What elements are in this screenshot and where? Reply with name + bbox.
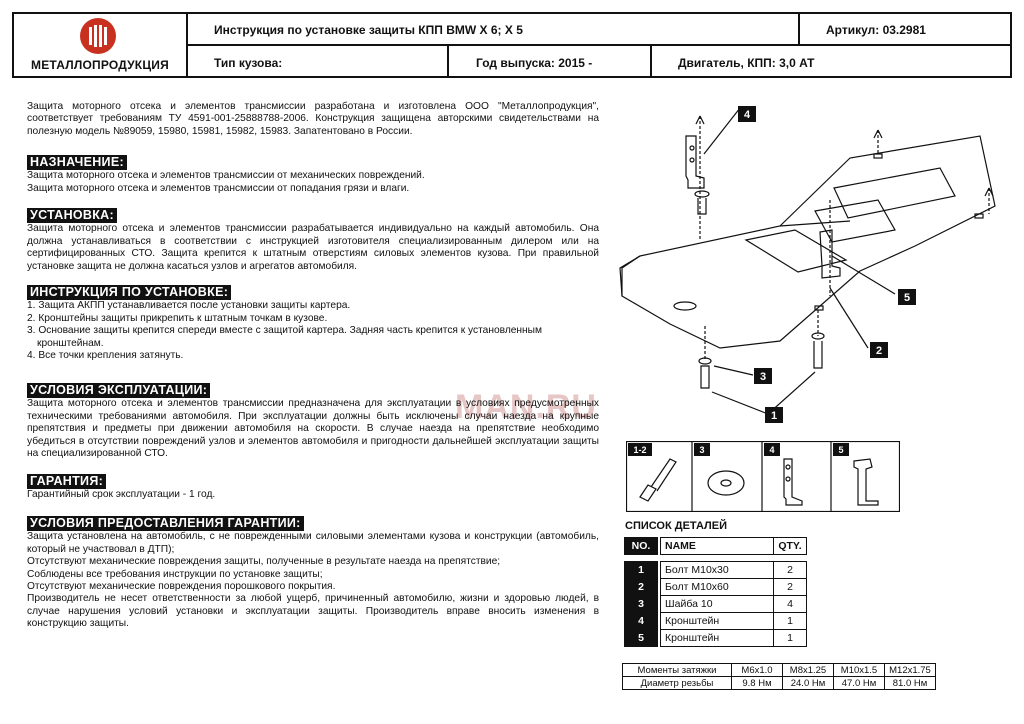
torque-cell: 9.8 Нм: [732, 677, 783, 690]
torque-cell: Диаметр резьбы: [623, 677, 732, 690]
intro-paragraph: [27, 101, 599, 138]
section-installation: [27, 208, 599, 273]
section-warranty: [27, 474, 599, 502]
table-row: [625, 630, 807, 647]
purpose-line: Защита моторного отсека и элементов трансмиссии от механических повреждений.: [27, 170, 425, 182]
instruction-step: 2. Кронштейны защиты прикрепить к штатным точкам в кузове.: [27, 312, 328, 324]
torque-row: [623, 664, 936, 677]
row-name: Кронштейн: [661, 630, 774, 647]
callout-2: 2: [875, 345, 883, 357]
col-no: NO.: [625, 538, 658, 555]
body-type: Тип кузова:: [214, 56, 283, 70]
watermark: MAN.RU: [455, 388, 597, 426]
row-qty: 2: [774, 579, 807, 596]
section-instructions: [27, 285, 599, 362]
torque-row: [623, 677, 936, 690]
instruction-step: 4. Все точки крепления затянуть.: [27, 350, 184, 362]
header-divider: [186, 44, 1012, 46]
parts-illustrations: [626, 441, 900, 512]
section-operation: [27, 383, 599, 460]
torque-cell: М8х1.25: [783, 664, 834, 677]
assembly-diagram: [610, 96, 1010, 428]
section-heading: УСТАНОВКА:: [27, 208, 117, 223]
torque-table: [622, 663, 936, 690]
tile-label: 1-2: [633, 445, 647, 455]
row-name: Болт М10х60: [661, 579, 774, 596]
section-heading: НАЗНАЧЕНИЕ:: [27, 155, 127, 170]
section-purpose: [27, 155, 599, 195]
release-year: Год выпуска: 2015 -: [476, 56, 593, 70]
instruction-step: кронштейнам.: [37, 337, 104, 349]
condition-line: Производитель не несет ответственности за любой ущерб, причиненный автомобилю, жизни и здоровью людей, в случае нарушения условий установки и эксплуатации защиты. Производитель вправе вносить изменения в конструкцию защиты.: [27, 593, 599, 630]
installation-text: Защита моторного отсека и элементов трансмиссии разрабатывается индивидуально на каждый автомобиль. Она должна устанавливаться в соответствии с инструкцией изготовителя специализированным дилером или на сертифицированных СТО. Защита крепится к штатным отверстиям силовых элементов кузова. При правильной установке защита не должна касаться узлов и агрегатов автомобиля.: [27, 223, 599, 272]
parts-table: [624, 537, 807, 647]
instruction-step: 3. Основание защиты крепится спереди вместе с защитой картера. Задняя часть крепится к установленным: [27, 325, 543, 337]
torque-cell: 81.0 Нм: [885, 677, 936, 690]
logo-emblem-icon: [80, 18, 116, 54]
tile-label: 4: [769, 445, 775, 455]
bracket-4: [686, 136, 704, 188]
row-qty: 2: [774, 562, 807, 579]
row-name: Кронштейн: [661, 613, 774, 630]
torque-cell: М12х1.75: [885, 664, 936, 677]
section-warranty-conditions: [27, 516, 599, 631]
section-heading: ГАРАНТИЯ:: [27, 474, 106, 489]
doc-title: Инструкция по установке защиты КПП BMW X 6; X 5: [214, 23, 523, 37]
row-no: 5: [625, 630, 658, 647]
table-row: [625, 562, 807, 579]
skid-plate-inner: [622, 256, 640, 296]
bracket-5-icon: [854, 459, 878, 505]
torque-cell: Моменты затяжки: [623, 664, 732, 677]
col-name: NAME: [661, 538, 774, 555]
warranty-text: Гарантийный срок эксплуатации - 1 год.: [27, 489, 216, 501]
row-no: 4: [625, 613, 658, 630]
cutout: [746, 230, 846, 272]
article-number: Артикул: 03.2981: [826, 23, 926, 37]
washer-icon: [708, 471, 744, 495]
header-frame: [12, 12, 1012, 78]
tile-label: 5: [838, 445, 844, 455]
callout-5: 5: [903, 292, 911, 304]
table-row: [625, 596, 807, 613]
condition-line: Защита установлена на автомобиль, с не поврежденными силовыми элементами кузова и конструкции (автомобиль, который не участвовал в ДТП);: [27, 531, 599, 555]
torque-cell: М10х1.5: [834, 664, 885, 677]
condition-line: Отсутствуют механические повреждения защиты, полученные в результате наезда на препятствие;: [27, 556, 501, 568]
callout-3: 3: [759, 371, 767, 383]
row-no: 2: [625, 579, 658, 596]
torque-cell: 24.0 Нм: [783, 677, 834, 690]
table-row: [625, 613, 807, 630]
header-vline: [650, 44, 652, 76]
row-no: 1: [625, 562, 658, 579]
section-heading: УСЛОВИЯ ПРЕДОСТАВЛЕНИЯ ГАРАНТИИ:: [27, 516, 304, 531]
torque-cell: М6х1.0: [732, 664, 783, 677]
row-qty: 1: [774, 613, 807, 630]
operation-text: Защита моторного отсека и элементов трансмиссии предназначена для эксплуатации в условиях предусмотренных техническими требованиями автомобиля. При эксплуатации должны быть исключены случаи наезда на крупные препятствия и предметы при движении автомобиля на скорости. В случае наезда на препятствие необходимо убедиться в отсутствии повреждений узлов и элементов автомобиля и пригодности дальнейшей эксплуатации защиты на специализированной СТО.: [27, 398, 599, 460]
row-qty: 1: [774, 630, 807, 647]
purpose-line: Защита моторного отсека и элементов трансмиссии от попадания грязи и влаги.: [27, 182, 410, 194]
col-qty: QTY.: [774, 538, 807, 555]
callout-4: 4: [743, 109, 751, 121]
header-vline: [447, 44, 449, 76]
condition-line: Соблюдены все требования инструкции по установке защиты;: [27, 568, 323, 580]
cutout: [834, 168, 955, 218]
row-name: Шайба 10: [661, 596, 774, 613]
table-header-row: [625, 538, 807, 555]
row-name: Болт М10х30: [661, 562, 774, 579]
parts-list-title: СПИСОК ДЕТАЛЕЙ: [625, 520, 727, 532]
table-row: [625, 579, 807, 596]
bolt-icon: [640, 459, 676, 501]
row-no: 3: [625, 596, 658, 613]
logo: [14, 14, 188, 76]
row-qty: 4: [774, 596, 807, 613]
section-heading: ИНСТРУКЦИЯ ПО УСТАНОВКЕ:: [27, 285, 231, 300]
intro-text: Защита моторного отсека и элементов трансмиссии разработана и изготовлена ООО "Металлопродукция", соответствует требованиям ТУ 4591-001-25888788-2006. Конструкция защищена авторскими свидетельствами на полезную модель №89059, 15980, 15981, 15982, 15983. Запатентовано в России.: [27, 101, 599, 137]
section-heading: УСЛОВИЯ ЭКСПЛУАТАЦИИ:: [27, 383, 210, 398]
logo-text: МЕТАЛЛОПРОДУКЦИЯ: [31, 58, 169, 72]
tile-label: 3: [699, 445, 705, 455]
cutout: [815, 200, 895, 242]
engine-gearbox: Двигатель, КПП: 3,0 АТ: [678, 56, 815, 70]
header-vline: [798, 14, 800, 44]
torque-cell: 47.0 Нм: [834, 677, 885, 690]
condition-line: Отсутствуют механические повреждения порошкового покрытия.: [27, 581, 336, 593]
callout-1: 1: [770, 410, 778, 422]
instruction-step: 1. Защита АКПП устанавливается после установки защиты картера.: [27, 300, 351, 312]
